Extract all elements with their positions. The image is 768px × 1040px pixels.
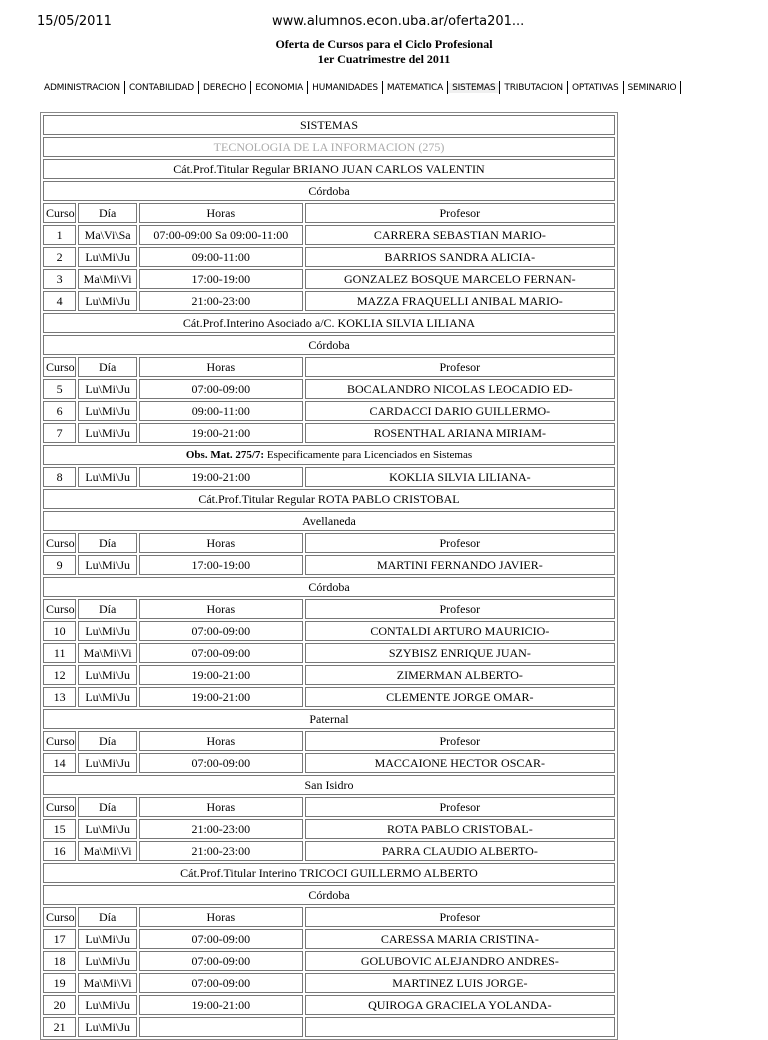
col-header-horas: Horas: [139, 203, 303, 223]
curso-cell: 11: [43, 643, 76, 663]
dia-cell: Lu\Mi\Ju: [78, 995, 137, 1015]
table-row: [43, 973, 615, 993]
col-header-profesor: Profesor: [305, 907, 615, 927]
table-row: [43, 423, 615, 443]
sede-row: [43, 775, 615, 795]
sede-row: [43, 335, 615, 355]
col-header-curso: Curso: [43, 357, 76, 377]
profesor-cell: MAZZA FRAQUELLI ANIBAL MARIO-: [305, 291, 615, 311]
area-title: SISTEMAS: [43, 115, 615, 135]
dia-cell: Ma\Vi\Sa: [78, 225, 137, 245]
profesor-cell: BARRIOS SANDRA ALICIA-: [305, 247, 615, 267]
column-header-row: [43, 731, 615, 751]
nav-separator: [680, 81, 681, 94]
catedra-title: Cát.Prof.Titular Regular ROTA PABLO CRISTOBAL: [43, 489, 615, 509]
sede-row: [43, 577, 615, 597]
curso-cell: 9: [43, 555, 76, 575]
curso-cell: 10: [43, 621, 76, 641]
table-row: [43, 1017, 615, 1037]
horas-cell: 19:00-21:00: [139, 687, 303, 707]
nav-link-tributacion[interactable]: TRIBUTACION: [504, 83, 563, 93]
dia-cell: Lu\Mi\Ju: [78, 929, 137, 949]
col-header-profesor: Profesor: [305, 357, 615, 377]
curso-cell: 6: [43, 401, 76, 421]
nav-link-matematica[interactable]: MATEMATICA: [386, 83, 444, 93]
catedra-row: [43, 863, 615, 883]
col-header-profesor: Profesor: [305, 731, 615, 751]
col-header-horas: Horas: [139, 797, 303, 817]
profesor-cell: ZIMERMAN ALBERTO-: [305, 665, 615, 685]
dia-cell: Lu\Mi\Ju: [78, 423, 137, 443]
area-row: [43, 115, 615, 135]
col-header-curso: Curso: [43, 797, 76, 817]
table-row: [43, 467, 615, 487]
table-row: [43, 555, 615, 575]
horas-cell: 19:00-21:00: [139, 467, 303, 487]
sede-name: Córdoba: [43, 885, 615, 905]
dia-cell: Ma\Mi\Vi: [78, 841, 137, 861]
table-row: [43, 643, 615, 663]
table-row: [43, 841, 615, 861]
table-row: [43, 247, 615, 267]
sede-row: [43, 885, 615, 905]
horas-cell: 07:00-09:00: [139, 753, 303, 773]
observation-text: Especificamente para Licenciados en Sistemas: [264, 449, 473, 461]
sede-name: Córdoba: [43, 181, 615, 201]
column-header-row: [43, 599, 615, 619]
profesor-cell: MACCAIONE HECTOR OSCAR-: [305, 753, 615, 773]
col-header-curso: Curso: [43, 907, 76, 927]
observation-label: Obs. Mat. 275/7:: [185, 449, 265, 461]
horas-cell: 09:00-11:00: [139, 401, 303, 421]
col-header-dia: Día: [78, 203, 137, 223]
col-header-horas: Horas: [139, 357, 303, 377]
curso-cell: 5: [43, 379, 76, 399]
dia-cell: Lu\Mi\Ju: [78, 951, 137, 971]
nav-link-seminario[interactable]: SEMINARIO: [627, 83, 677, 93]
table-row: [43, 951, 615, 971]
dia-cell: Ma\Mi\Vi: [78, 643, 137, 663]
print-date: 15/05/2011: [37, 14, 112, 29]
materia-title: TECNOLOGIA DE LA INFORMACION (275): [43, 137, 615, 157]
print-url: www.alumnos.econ.uba.ar/oferta201...: [272, 14, 525, 29]
table-row: [43, 401, 615, 421]
profesor-cell: PARRA CLAUDIO ALBERTO-: [305, 841, 615, 861]
dia-cell: Lu\Mi\Ju: [78, 665, 137, 685]
dia-cell: Lu\Mi\Ju: [78, 247, 137, 267]
profesor-cell: CARESSA MARIA CRISTINA-: [305, 929, 615, 949]
col-header-curso: Curso: [43, 203, 76, 223]
nav-link-derecho[interactable]: DERECHO: [202, 83, 247, 93]
col-header-horas: Horas: [139, 533, 303, 553]
horas-cell: 09:00-11:00: [139, 247, 303, 267]
col-header-dia: Día: [78, 907, 137, 927]
title-line-1: Oferta de Cursos para el Ciclo Profesional: [275, 37, 493, 51]
print-header: [0, 14, 768, 34]
curso-cell: 2: [43, 247, 76, 267]
curso-cell: 15: [43, 819, 76, 839]
column-header-row: [43, 907, 615, 927]
dia-cell: Lu\Mi\Ju: [78, 753, 137, 773]
horas-cell: 17:00-19:00: [139, 269, 303, 289]
horas-cell: 19:00-21:00: [139, 995, 303, 1015]
table-row: [43, 225, 615, 245]
horas-cell: [139, 1017, 303, 1037]
col-header-horas: Horas: [139, 907, 303, 927]
catedra-title: Cát.Prof.Interino Asociado a/C. KOKLIA SILVIA LILIANA: [43, 313, 615, 333]
dia-cell: Lu\Mi\Ju: [78, 401, 137, 421]
table-row: [43, 687, 615, 707]
nav-link-humanidades[interactable]: HUMANIDADES: [312, 83, 378, 93]
curso-cell: 4: [43, 291, 76, 311]
page-title: [0, 37, 768, 67]
table-row: [43, 753, 615, 773]
curso-cell: 19: [43, 973, 76, 993]
table-row: [43, 379, 615, 399]
table-row: [43, 995, 615, 1015]
catedra-title: Cát.Prof.Titular Regular BRIANO JUAN CARLOS VALENTIN: [43, 159, 615, 179]
course-table: [40, 112, 618, 1040]
curso-cell: 7: [43, 423, 76, 443]
sede-row: [43, 181, 615, 201]
col-header-profesor: Profesor: [305, 533, 615, 553]
col-header-dia: Día: [78, 599, 137, 619]
horas-cell: 07:00-09:00: [139, 929, 303, 949]
dia-cell: Lu\Mi\Ju: [78, 687, 137, 707]
catedra-title: Cát.Prof.Titular Interino TRICOCI GUILLERMO ALBERTO: [43, 863, 615, 883]
horas-cell: 07:00-09:00: [139, 621, 303, 641]
column-header-row: [43, 357, 615, 377]
profesor-cell: GONZALEZ BOSQUE MARCELO FERNAN-: [305, 269, 615, 289]
profesor-cell: CLEMENTE JORGE OMAR-: [305, 687, 615, 707]
dia-cell: Lu\Mi\Ju: [78, 291, 137, 311]
profesor-cell: CARRERA SEBASTIAN MARIO-: [305, 225, 615, 245]
materia-row: [43, 137, 615, 157]
table-row: [43, 665, 615, 685]
dia-cell: Lu\Mi\Ju: [78, 555, 137, 575]
col-header-profesor: Profesor: [305, 599, 615, 619]
horas-cell: 21:00-23:00: [139, 841, 303, 861]
horas-cell: 07:00-09:00: [139, 951, 303, 971]
curso-cell: 17: [43, 929, 76, 949]
horas-cell: 21:00-23:00: [139, 291, 303, 311]
nav-link-economia[interactable]: ECONOMIA: [255, 83, 304, 93]
col-header-profesor: Profesor: [305, 203, 615, 223]
nav-link-administracion[interactable]: ADMINISTRACION: [44, 83, 120, 93]
curso-cell: 16: [43, 841, 76, 861]
sede-name: Córdoba: [43, 577, 615, 597]
col-header-horas: Horas: [139, 731, 303, 751]
observation-row: [43, 445, 615, 465]
horas-cell: 17:00-19:00: [139, 555, 303, 575]
profesor-cell: SZYBISZ ENRIQUE JUAN-: [305, 643, 615, 663]
catedra-row: [43, 159, 615, 179]
column-header-row: [43, 533, 615, 553]
curso-cell: 18: [43, 951, 76, 971]
curso-cell: 3: [43, 269, 76, 289]
table-row: [43, 291, 615, 311]
col-header-curso: Curso: [43, 533, 76, 553]
dia-cell: Ma\Mi\Vi: [78, 269, 137, 289]
curso-cell: 21: [43, 1017, 76, 1037]
table-row: [43, 929, 615, 949]
curso-cell: 1: [43, 225, 76, 245]
profesor-cell: MARTINEZ LUIS JORGE-: [305, 973, 615, 993]
table-row: [43, 269, 615, 289]
sede-name: Paternal: [43, 709, 615, 729]
sede-name: Córdoba: [43, 335, 615, 355]
sede-name: San Isidro: [43, 775, 615, 795]
curso-cell: 12: [43, 665, 76, 685]
observation-note: [43, 445, 615, 465]
sede-row: [43, 511, 615, 531]
curso-cell: 8: [43, 467, 76, 487]
curso-cell: 13: [43, 687, 76, 707]
horas-cell: 19:00-21:00: [139, 665, 303, 685]
profesor-cell: CARDACCI DARIO GUILLERMO-: [305, 401, 615, 421]
table-row: [43, 819, 615, 839]
col-header-horas: Horas: [139, 599, 303, 619]
title-line-2: 1er Cuatrimestre del 2011: [317, 52, 451, 66]
profesor-cell: BOCALANDRO NICOLAS LEOCADIO ED-: [305, 379, 615, 399]
profesor-cell: KOKLIA SILVIA LILIANA-: [305, 467, 615, 487]
horas-cell: 07:00-09:00: [139, 973, 303, 993]
horas-cell: 19:00-21:00: [139, 423, 303, 443]
dia-cell: Lu\Mi\Ju: [78, 621, 137, 641]
col-header-dia: Día: [78, 357, 137, 377]
column-header-row: [43, 797, 615, 817]
profesor-cell: CONTALDI ARTURO MAURICIO-: [305, 621, 615, 641]
table-row: [43, 621, 615, 641]
column-header-row: [43, 203, 615, 223]
dia-cell: Lu\Mi\Ju: [78, 1017, 137, 1037]
sede-name: Avellaneda: [43, 511, 615, 531]
col-header-dia: Día: [78, 797, 137, 817]
col-header-curso: Curso: [43, 731, 76, 751]
nav-link-contabilidad[interactable]: CONTABILIDAD: [128, 83, 194, 93]
dia-cell: Lu\Mi\Ju: [78, 819, 137, 839]
horas-cell: 07:00-09:00: [139, 379, 303, 399]
profesor-cell: [305, 1017, 615, 1037]
col-header-curso: Curso: [43, 599, 76, 619]
area-nav: [40, 81, 681, 94]
curso-cell: 20: [43, 995, 76, 1015]
nav-link-sistemas[interactable]: SISTEMAS: [448, 83, 499, 93]
curso-cell: 14: [43, 753, 76, 773]
dia-cell: Ma\Mi\Vi: [78, 973, 137, 993]
col-header-profesor: Profesor: [305, 797, 615, 817]
col-header-dia: Día: [78, 731, 137, 751]
horas-cell: 07:00-09:00 Sa 09:00-11:00: [139, 225, 303, 245]
horas-cell: 21:00-23:00: [139, 819, 303, 839]
profesor-cell: ROSENTHAL ARIANA MIRIAM-: [305, 423, 615, 443]
nav-link-optativas[interactable]: OPTATIVAS: [571, 83, 619, 93]
col-header-dia: Día: [78, 533, 137, 553]
profesor-cell: QUIROGA GRACIELA YOLANDA-: [305, 995, 615, 1015]
dia-cell: Lu\Mi\Ju: [78, 379, 137, 399]
profesor-cell: GOLUBOVIC ALEJANDRO ANDRES-: [305, 951, 615, 971]
horas-cell: 07:00-09:00: [139, 643, 303, 663]
dia-cell: Lu\Mi\Ju: [78, 467, 137, 487]
sede-row: [43, 709, 615, 729]
catedra-row: [43, 489, 615, 509]
catedra-row: [43, 313, 615, 333]
profesor-cell: MARTINI FERNANDO JAVIER-: [305, 555, 615, 575]
profesor-cell: ROTA PABLO CRISTOBAL-: [305, 819, 615, 839]
